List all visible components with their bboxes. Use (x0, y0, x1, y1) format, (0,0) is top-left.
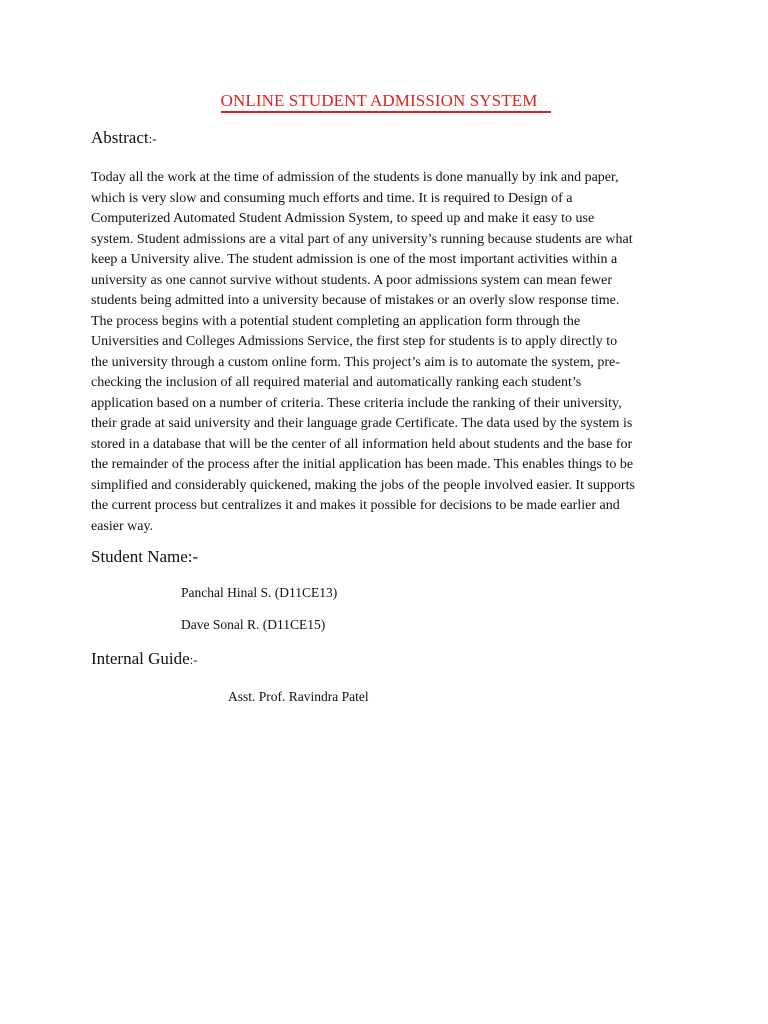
student-name-heading: Student Name:- (91, 547, 199, 566)
abstract-heading (91, 127, 157, 150)
student-name-2: Dave Sonal R. (D11CE15) (181, 617, 326, 632)
internal-guide-heading-suffix: :- (189, 652, 198, 667)
abstract-heading-text: Abstract (91, 128, 149, 147)
document-title: ONLINE STUDENT ADMISSION SYSTEM (221, 90, 552, 113)
internal-guide-heading (91, 648, 198, 671)
internal-guide-name: Asst. Prof. Ravindra Patel (228, 689, 369, 704)
title-container (0, 90, 768, 113)
abstract-body: Today all the work at the time of admission of the students is done manually by ink and paper, which is very slow and consuming much efforts and time. It is required to Design of a Computerized Automated Student Admission System, to speed up and make it easy to use system. Student admissions are a vital part of any university’s running because students are what keep a University alive. The student admission is one of the most important activities within a university as one cannot survive without students. A poor admissions system can mean fewer students being admitted into a university because of mistakes or an overly slow response time. The process begins with a potential student completing an application form through the Universities and Colleges Admissions Service, the first step for students is to apply directly to the university through a custom online form. This project’s aim is to automate the system, pre- checking the inclusion of all required material and automatically ranking each student’s application based on a number of criteria. These criteria include the ranking of their university, their grade at said university and their language grade Certificate. The data used by the system is stored in a database that will be the center of all information held about students and the base for the remainder of the process after the initial application has been made. This enables things to be simplified and considerably quickened, making the jobs of the people involved easier. It supports the current process but centralizes it and makes it possible for decisions to be made earlier and easier way. (91, 170, 635, 534)
internal-guide-heading-text: Internal Guide (91, 649, 190, 668)
abstract-heading-suffix: :- (148, 131, 157, 146)
student-name-1: Panchal Hinal S. (D11CE13) (181, 585, 338, 600)
